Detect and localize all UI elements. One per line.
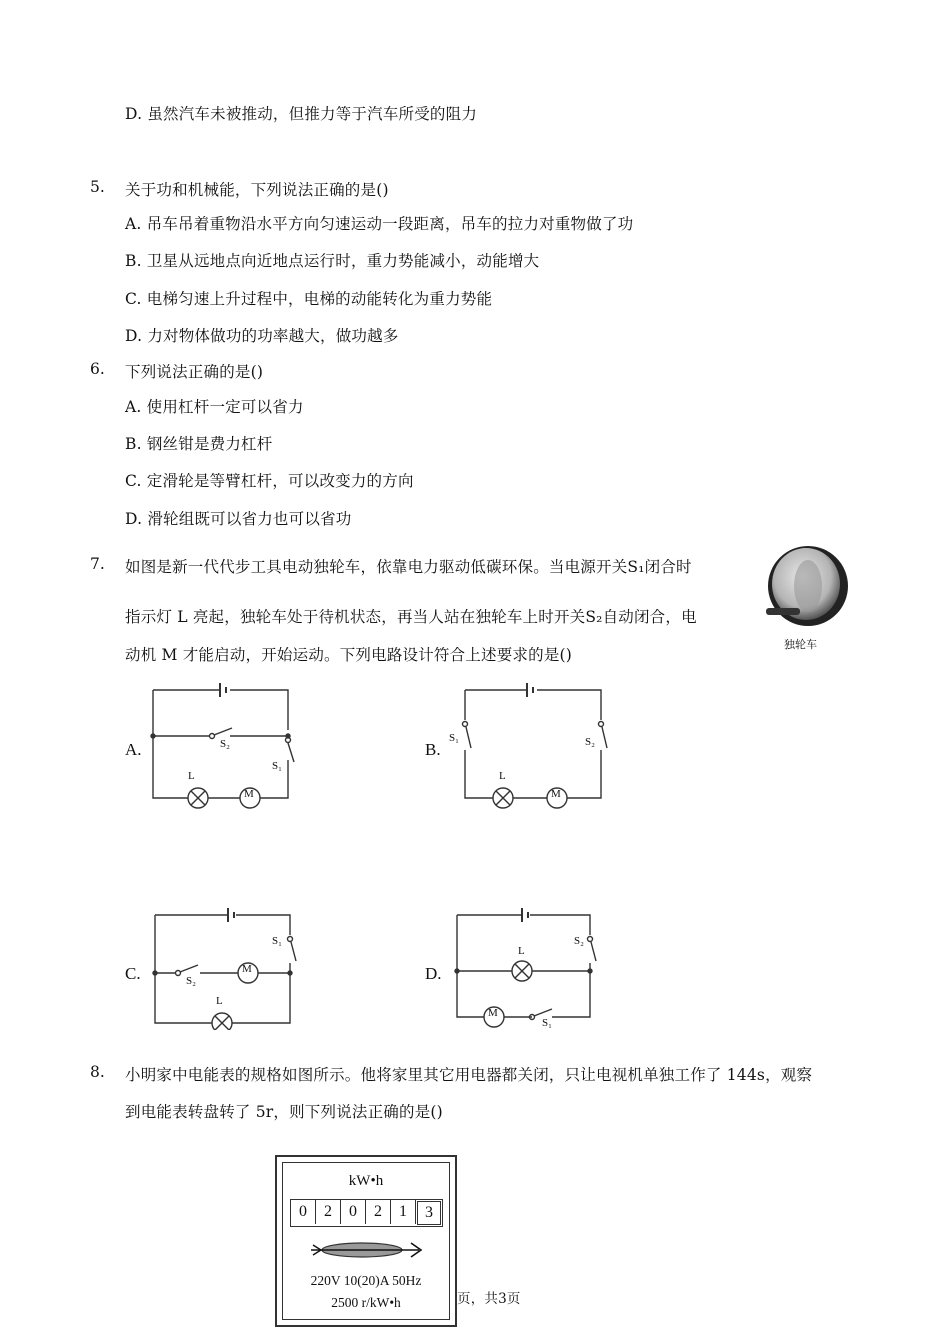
q6-option-b: B. 钢丝钳是费力杠杆: [125, 435, 273, 453]
energy-meter: [275, 1155, 457, 1327]
q5-option-b: B. 卫星从远地点向近地点运行时，重力势能减小，动能增大: [125, 252, 540, 270]
q6-option-c: C. 定滑轮是等臂杠杆，可以改变力的方向: [125, 472, 414, 490]
meter-digit-last: 3: [417, 1201, 441, 1225]
circuit-d-lamp-label: L: [518, 945, 525, 957]
q7-choice-a: A.: [125, 740, 142, 759]
q7-choice-b: B.: [425, 740, 441, 759]
q5-option-d: D. 力对物体做功的功率越大，做功越多: [125, 327, 399, 345]
page-footer: 页，共3页: [457, 1291, 521, 1307]
q4-option-d: D. 虽然汽车未被推动，但推力等于汽车所受的阻力: [125, 105, 478, 123]
circuit-a-lamp-label: L: [188, 770, 195, 782]
circuit-b-lamp-label: L: [499, 770, 506, 782]
meter-digit: 2: [316, 1200, 341, 1224]
q7-line1: 如图是新一代代步工具电动独轮车，依靠电力驱动低碳环保。当电源开关S₁闭合时: [125, 558, 692, 576]
circuit-d: [452, 905, 607, 1030]
meter-digit: 0: [291, 1200, 316, 1224]
meter-digit: 2: [366, 1200, 391, 1224]
q8-number: 8.: [90, 1063, 105, 1081]
meter-digits: [290, 1199, 443, 1227]
circuit-b-motor: M: [551, 788, 561, 800]
circuit-a-s2-label: S₂: [220, 738, 230, 750]
meter-spec-1: 220V 10(20)A 50Hz: [310, 1273, 422, 1288]
circuit-c: [150, 905, 300, 1030]
q5-option-a: A. 吊车吊着重物沿水平方向匀速运动一段距离，吊车的拉力对重物做了功: [125, 215, 634, 233]
meter-unit: kW•h: [348, 1173, 384, 1189]
q8-line1: 小明家中电能表的规格如图所示。他将家里其它用电器都关闭，只让电视机单独工作了 144s，观察: [125, 1066, 813, 1084]
circuit-a-s1-label: S₁: [272, 760, 282, 772]
q8-line2: 到电能表转盘转了 5r，则下列说法正确的是(): [125, 1103, 443, 1121]
circuit-c-s2-label: S₂: [186, 975, 196, 987]
q6-stem: 下列说法正确的是(): [125, 363, 264, 381]
q6-number: 6.: [90, 360, 105, 378]
unicycle-image: [748, 538, 858, 658]
q7-line3: 动机 M 才能启动，开始运动。下列电路设计符合上述要求的是(): [125, 646, 573, 664]
circuit-d-motor: M: [488, 1007, 498, 1019]
q5-option-c: C. 电梯匀速上升过程中，电梯的动能转化为重力势能: [125, 290, 493, 308]
unicycle-caption: 独轮车: [784, 638, 817, 651]
circuit-c-motor: M: [242, 963, 252, 975]
q5-number: 5.: [90, 178, 105, 196]
circuit-c-s1-label: S₁: [272, 935, 282, 947]
meter-digit: 1: [391, 1200, 416, 1224]
q6-option-d: D. 滑轮组既可以省力也可以省功: [125, 510, 352, 528]
meter-spec-2: 2500 r/kW•h: [331, 1295, 401, 1310]
q7-number: 7.: [90, 555, 105, 573]
circuit-b-s2-label: S₂: [585, 736, 595, 748]
circuit-a: [148, 680, 298, 810]
meter-digit: 0: [341, 1200, 366, 1224]
circuit-b: [449, 680, 610, 810]
q7-line2: 指示灯 L 亮起，独轮车处于待机状态，再当人站在独轮车上时开关S₂自动闭合，电: [125, 608, 697, 626]
q5-stem: 关于功和机械能，下列说法正确的是(): [125, 181, 389, 199]
meter-dial-arrow: [307, 1239, 427, 1261]
q7-choice-d: D.: [425, 964, 442, 983]
circuit-d-s1-label: S₁: [542, 1017, 552, 1029]
circuit-b-s1-label: S₁: [449, 732, 459, 744]
circuit-c-lamp-label: L: [216, 995, 223, 1007]
q7-choice-c: C.: [125, 964, 141, 983]
q6-option-a: A. 使用杠杆一定可以省力: [125, 398, 304, 416]
circuit-a-motor: M: [244, 788, 254, 800]
circuit-d-s2-label: S₂: [574, 935, 584, 947]
